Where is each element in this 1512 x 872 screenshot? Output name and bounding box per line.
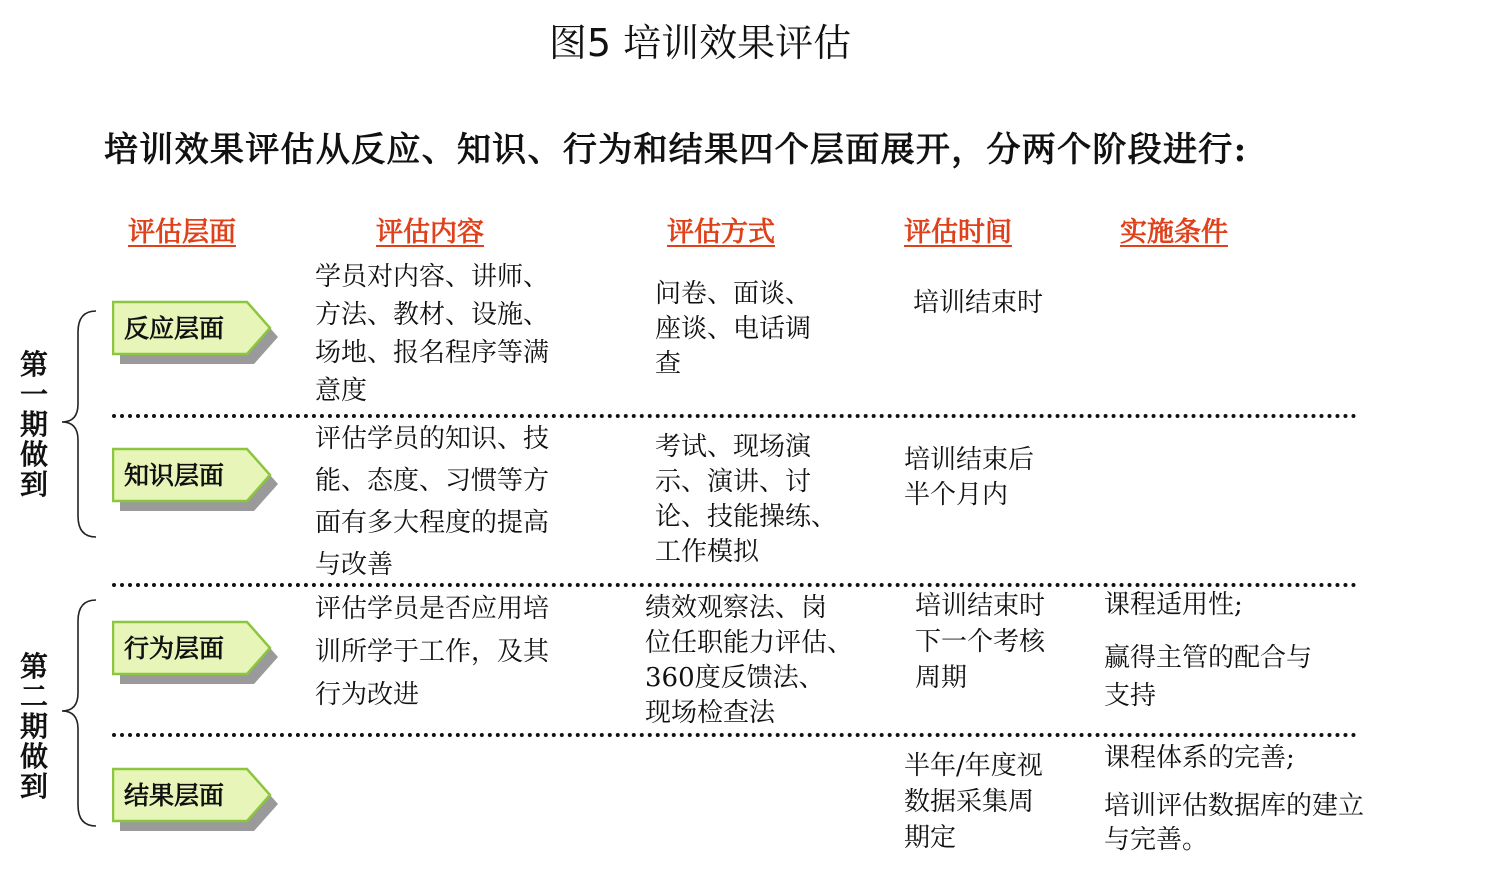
condition-line: 支持 [1104,681,1157,711]
level-badge-behavior [112,620,282,684]
condition-line: 课程适用性; [1104,590,1243,620]
period-1-char: 到 [19,468,48,501]
period-1-char: 做 [19,438,48,471]
time-line: 培训结束时 [915,591,1046,621]
level-label: 知识层面 [124,461,225,490]
time-line: 半年/年度视 [904,751,1043,781]
content-line: 行为改进 [315,680,420,710]
condition-line: 赢得主管的配合与 [1104,643,1313,673]
method-cell-reaction [655,277,811,382]
column-header-method: 评估方式 [667,217,775,248]
time-line: 培训结束时 [913,288,1044,318]
method-line: 绩效观察法、岗 [645,593,828,623]
method-line: 问卷、面谈、 [655,279,812,309]
period-label-1 [18,350,50,500]
level-label: 结果层面 [124,781,225,810]
period-2-char: 第 [19,650,48,683]
content-line: 面有多大程度的提高 [315,508,550,538]
period-1-char: 第 [19,348,48,381]
condition-line: 课程体系的完善; [1104,743,1295,773]
content-line: 能、态度、习惯等方 [315,466,550,496]
content-line: 场地、报名程序等满 [315,338,550,368]
content-line: 评估学员的知识、技 [315,424,550,454]
period-label-2 [18,652,50,802]
period-2-char: 做 [19,740,48,773]
content-line: 评估学员是否应用培 [315,594,550,624]
row-separator [112,733,1357,737]
level-badge-reaction [112,300,282,364]
period-1-char: 一 [19,378,48,411]
time-line: 半个月内 [904,480,1009,510]
method-line: 座谈、电话调 [655,314,812,344]
level-badge-result [112,767,282,831]
content-line: 意度 [315,376,368,406]
content-cell-reaction [315,258,549,410]
time-cell-result [904,748,1043,856]
condition-line: 与完善。 [1104,825,1209,855]
period-2-char: 到 [19,770,48,803]
level-label: 行为层面 [124,634,225,663]
column-header-condition: 实施条件 [1120,217,1228,248]
method-line: 位任职能力评估、 [645,628,854,658]
level-badge-knowledge [112,447,282,511]
condition-cell-behavior [1104,586,1312,715]
method-line: 查 [655,349,682,379]
time-line: 培训结束后 [904,445,1035,475]
time-line: 周期 [915,663,968,693]
row-separator [112,414,1357,418]
column-header-content: 评估内容 [376,217,484,248]
content-line: 学员对内容、讲师、 [315,262,550,292]
column-header-level: 评估层面 [128,217,236,248]
level-label: 反应层面 [124,314,225,343]
content-line: 方法、教材、设施、 [315,300,550,330]
content-cell-behavior [315,588,549,717]
time-cell-reaction [913,284,1043,322]
method-line: 考试、现场演 [655,432,812,462]
method-line: 论、技能操练、 [655,502,838,532]
time-line: 期定 [904,823,957,853]
method-line: 工作模拟 [655,537,760,567]
method-line: 现场检查法 [645,698,776,728]
condition-line: 培训评估数据库的建立 [1104,791,1365,821]
content-line: 训所学于工作，及其 [315,637,550,667]
period-2-char: 期 [19,710,48,743]
time-cell-knowledge [904,443,1034,513]
period-brace-2 [56,597,100,829]
method-line: 360度反馈法、 [645,663,825,693]
time-line: 数据采集周 [904,787,1035,817]
condition-cell-result [1104,741,1364,857]
method-cell-knowledge [655,430,837,570]
method-line: 示、演讲、讨 [655,467,812,497]
method-cell-behavior [645,591,853,731]
content-cell-knowledge [315,418,549,586]
period-brace-1 [56,308,100,540]
subtitle: 培训效果评估从反应、知识、行为和结果四个层面展开，分两个阶段进行: [104,130,1248,170]
period-1-char: 期 [19,408,48,441]
time-line: 下一个考核 [915,627,1046,657]
period-2-char: 二 [19,680,48,713]
time-cell-behavior [915,588,1045,696]
figure-title: 图5 培训效果评估 [548,21,852,65]
column-header-time: 评估时间 [904,217,1012,248]
content-line: 与改善 [315,550,394,580]
